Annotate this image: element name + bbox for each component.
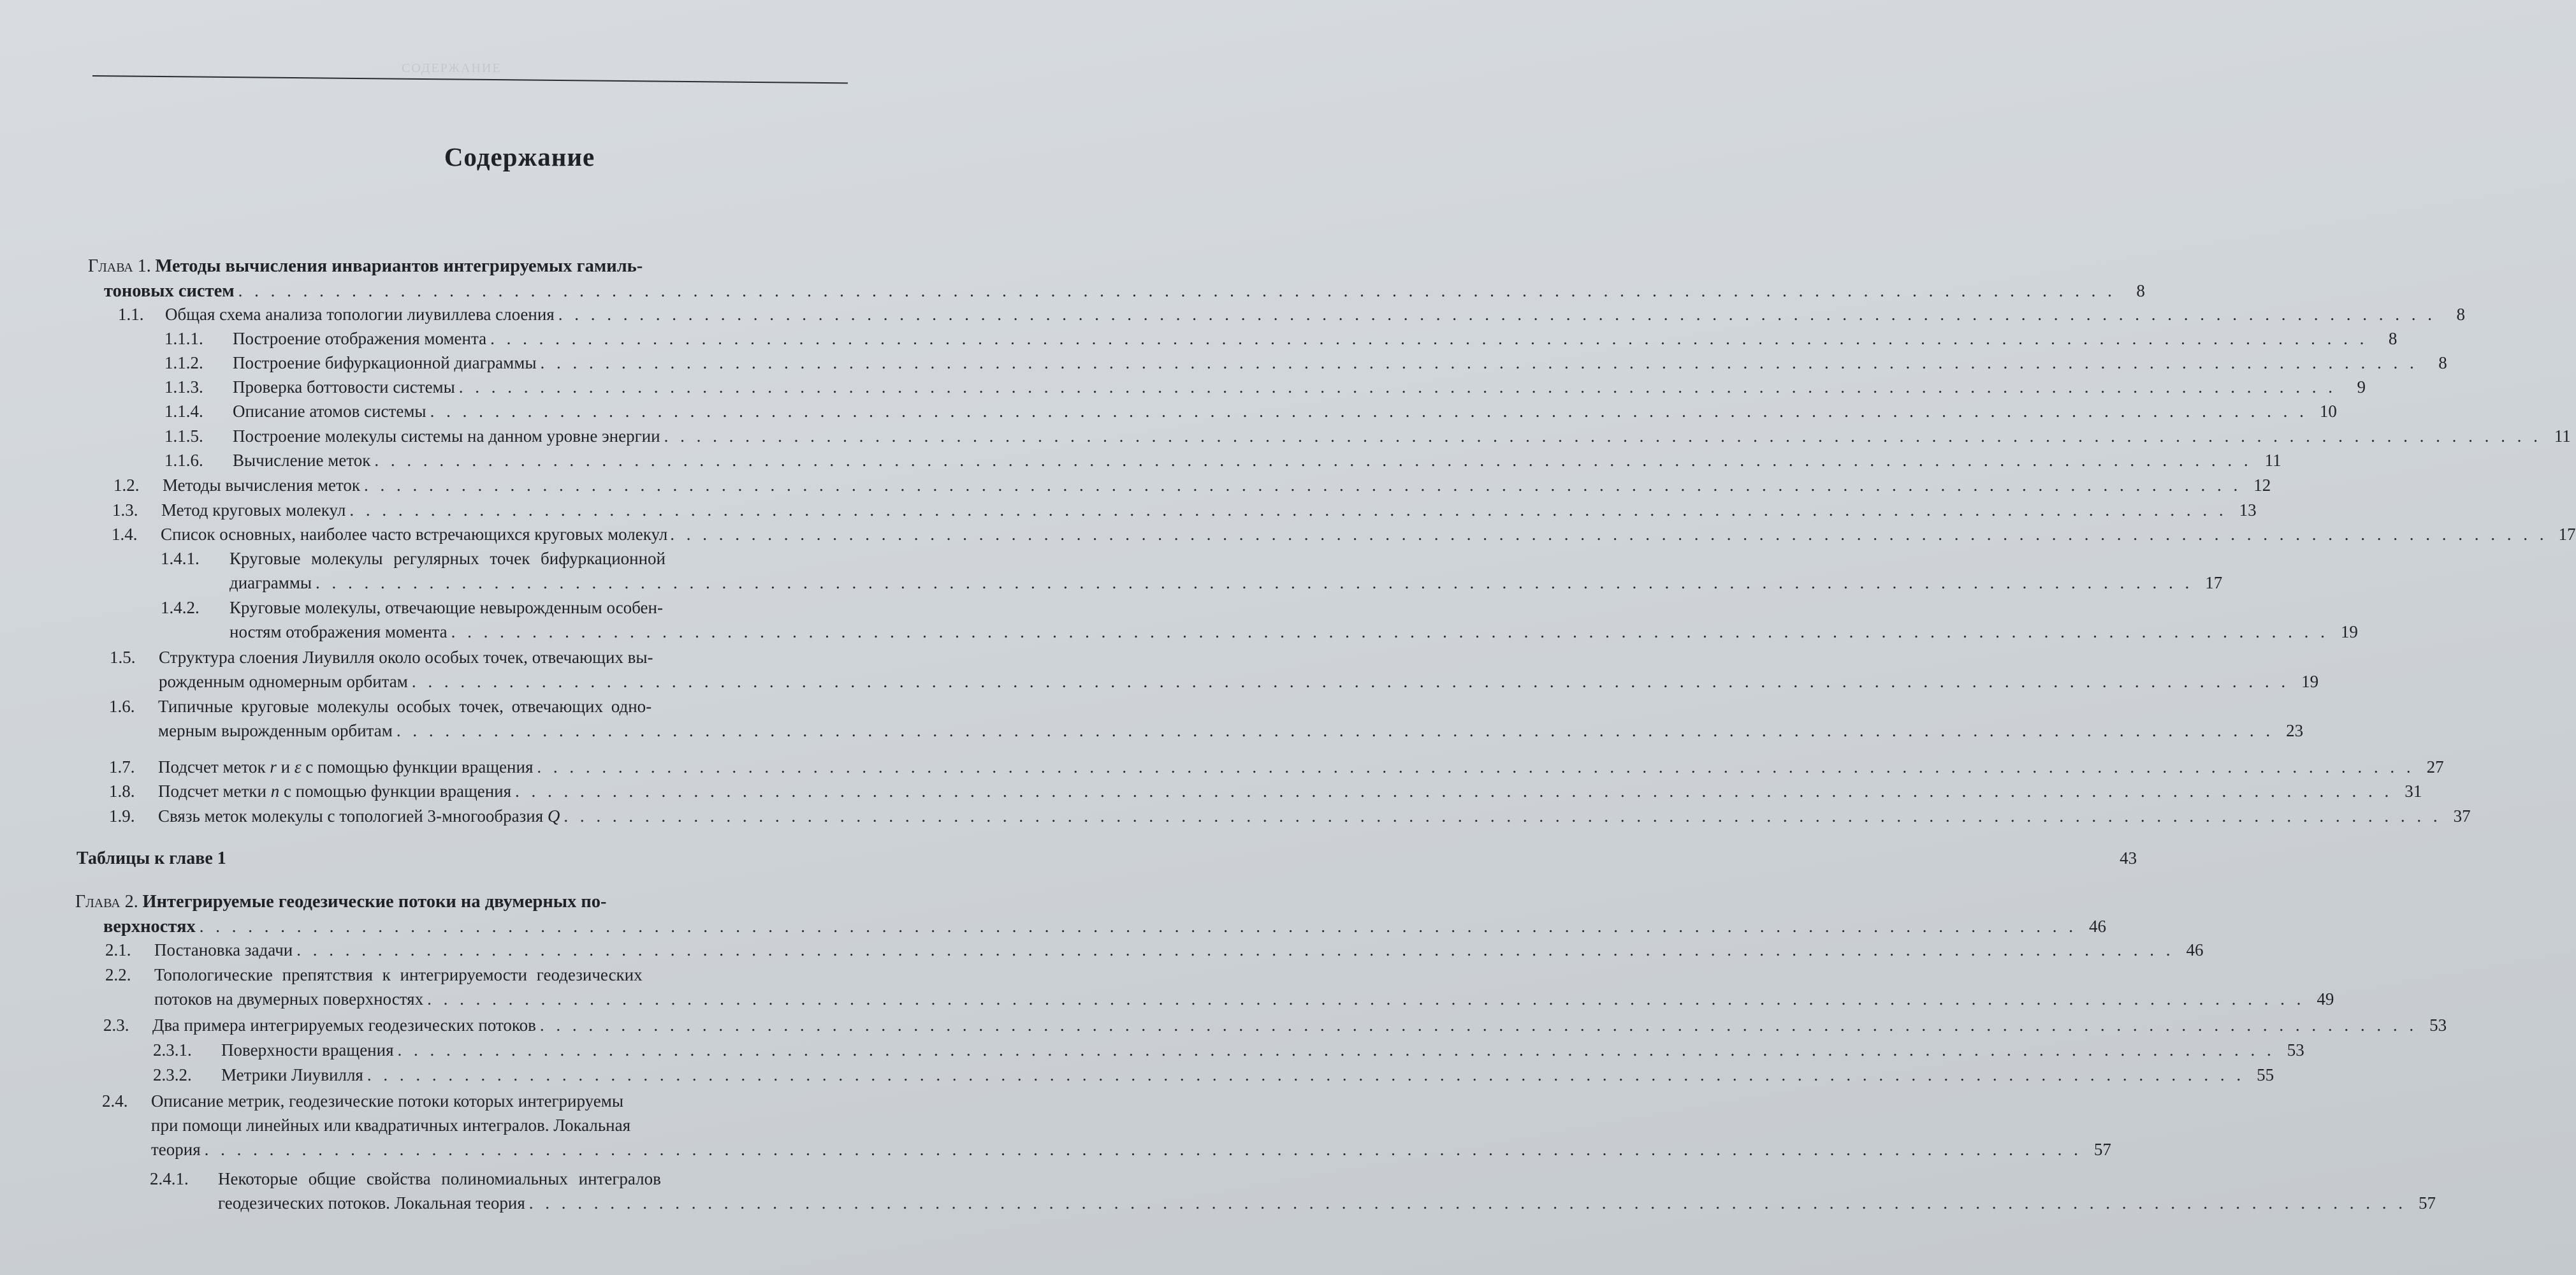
page-number: 57	[2093, 1140, 2111, 1159]
section-title: Связь меток молекулы с топологией 3-многообразия Q	[158, 806, 560, 826]
page-number: 17	[2205, 573, 2223, 592]
section-number: 1.1.6.	[164, 451, 203, 470]
section-title: Описание метрик, геодезические потоки которых интегрируемы	[151, 1091, 623, 1111]
tables-title: Таблицы к главе 1	[76, 849, 226, 868]
section-title: Подсчет метки n с помощью функции вращения	[158, 782, 512, 801]
page-number: 46	[2186, 940, 2204, 959]
page-number: 55	[2257, 1065, 2274, 1084]
toc-entry[interactable]	[118, 302, 2465, 326]
leader-dots	[364, 473, 2241, 497]
toc-entry[interactable]	[164, 424, 2571, 448]
section-number: 1.5.	[110, 648, 136, 667]
section-number: 1.1.4.	[164, 402, 203, 421]
section-title: Топологические препятствия к интегрируемости геодезических	[154, 965, 643, 984]
leader-dots	[430, 399, 2308, 423]
section-title-cont: ностям отображения момента	[229, 622, 448, 641]
leader-dots	[564, 804, 2441, 828]
toc-entry[interactable]	[109, 694, 2304, 743]
section-number: 2.2.	[105, 965, 131, 984]
section-title: Структура слоения Лиувилля около особых точек, отвечающих вы-	[159, 648, 653, 667]
section-number: 1.1.	[118, 305, 144, 324]
toc-entry[interactable]	[105, 938, 2204, 962]
leader-dots	[490, 326, 2368, 351]
chapter-title-cont: тоновых систем	[104, 281, 235, 301]
toc-entry[interactable]	[112, 522, 2576, 546]
section-title-cont: геодезических потоков. Локальная теория	[218, 1193, 525, 1213]
section-title: Подсчет меток r и ε с помощью функции вращения	[158, 757, 534, 776]
section-title: Поверхности вращения	[221, 1040, 394, 1060]
leader-dots	[205, 1137, 2082, 1162]
section-number: 1.2.	[113, 476, 140, 495]
leader-dots	[670, 522, 2547, 546]
page-number: 10	[2319, 402, 2337, 421]
leader-dots	[238, 279, 2116, 303]
leader-dots	[398, 1038, 2275, 1062]
tables-entry[interactable]	[76, 846, 2137, 871]
section-number: 2.3.1.	[153, 1040, 192, 1060]
section-number: 1.8.	[109, 782, 135, 801]
toc-entry[interactable]	[164, 326, 2398, 351]
leader-dots	[367, 1063, 2245, 1087]
header-rule	[92, 75, 848, 84]
page-number: 8	[2438, 353, 2447, 372]
page-title: Содержание	[444, 142, 595, 171]
leader-dots	[412, 669, 2289, 694]
section-title: Построение отображения момента	[233, 329, 487, 348]
chapter-title: Методы вычисления инвариантов интегрируемых гамиль-	[155, 256, 643, 276]
page-number: 27	[2426, 757, 2444, 776]
section-title: Два примера интегрируемых геодезических потоков	[152, 1016, 536, 1035]
page-number: 46	[2089, 917, 2107, 936]
toc-entry[interactable]	[153, 1063, 2274, 1087]
chapter-label: Глава 2.	[75, 892, 138, 912]
page-number: 11	[2264, 451, 2281, 470]
toc-entry[interactable]	[105, 963, 2334, 1011]
chapter-2-heading[interactable]	[75, 889, 2107, 939]
section-title: Построение молекулы системы на данном уровне энергии	[233, 426, 660, 446]
section-number: 1.1.2.	[164, 353, 203, 372]
section-number: 1.4.1.	[161, 549, 200, 568]
section-title: Метрики Лиувилля	[221, 1065, 363, 1084]
leader-dots	[397, 718, 2274, 743]
section-title: Круговые молекулы, отвечающие невырожденным особен-	[229, 598, 663, 617]
toc-entry[interactable]	[112, 498, 2257, 522]
section-number: 1.6.	[109, 697, 135, 716]
page-number: 53	[2429, 1016, 2447, 1035]
section-title: Построение бифуркационной диаграммы	[233, 353, 537, 372]
section-title: Общая схема анализа топологии лиувиллева слоения	[165, 305, 555, 324]
toc-entry[interactable]	[103, 1013, 2447, 1037]
section-number: 2.4.1.	[150, 1169, 189, 1188]
section-title: Круговые молекулы регулярных точек бифуркационной	[229, 549, 666, 568]
section-number: 1.1.1.	[164, 329, 203, 348]
section-number: 2.1.	[105, 940, 131, 959]
section-number: 2.3.2.	[153, 1065, 192, 1084]
leader-dots	[427, 987, 2304, 1011]
page-number: 19	[2340, 622, 2358, 641]
page-number: 13	[2239, 500, 2257, 520]
leader-dots	[515, 779, 2392, 803]
chapter-label: Глава 1.	[88, 256, 151, 276]
section-title: Описание атомов системы	[233, 402, 426, 421]
toc-entry[interactable]	[113, 473, 2271, 497]
page-number: 12	[2253, 476, 2271, 495]
page-number: 9	[2357, 377, 2366, 397]
page-number: 8	[2388, 329, 2398, 348]
section-title-cont: при помощи линейных или квадратичных интегралов. Локальная	[151, 1116, 631, 1135]
leader-dots	[540, 1013, 2417, 1037]
chapter-1-heading[interactable]	[88, 254, 2145, 303]
leader-dots	[540, 351, 2417, 375]
page-number: 17	[2558, 525, 2576, 544]
leader-dots	[200, 914, 2077, 938]
section-number: 2.3.	[103, 1016, 129, 1035]
section-number: 1.3.	[112, 500, 138, 520]
page-number: 57	[2419, 1193, 2436, 1213]
section-title: Проверка боттовости системы	[233, 377, 455, 397]
page-number: 49	[2317, 989, 2334, 1009]
leader-dots	[529, 1191, 2406, 1215]
chapter-title: Интегрируемые геодезические потоки на двумерных по-	[142, 892, 607, 912]
section-title-cont: потоков на двумерных поверхностях	[154, 989, 424, 1009]
leader-dots	[374, 448, 2252, 472]
bleed-through-header: СОДЕРЖАНИЕ	[402, 61, 502, 75]
page-number: 23	[2286, 721, 2304, 740]
leader-dots	[537, 755, 2414, 779]
leader-dots	[459, 375, 2336, 399]
toc-entry[interactable]	[164, 399, 2337, 423]
section-number: 1.1.3.	[164, 377, 203, 397]
toc-entry[interactable]	[110, 645, 2319, 694]
page-number: 53	[2287, 1040, 2304, 1060]
toc-entry[interactable]	[153, 1038, 2304, 1062]
section-title-cont: диаграммы	[229, 573, 312, 592]
section-number: 1.9.	[109, 806, 135, 826]
section-number: 1.1.5.	[164, 426, 203, 446]
chapter-title-cont: верхностях	[103, 917, 196, 936]
toc-entry[interactable]	[164, 448, 2281, 472]
section-title: Методы вычисления меток	[163, 476, 360, 495]
section-title: Типичные круговые молекулы особых точек, отвечающих одно-	[158, 697, 652, 716]
page-number: 8	[2136, 281, 2145, 300]
section-number: 2.4.	[102, 1091, 128, 1111]
toc-entry[interactable]	[150, 1167, 2436, 1215]
section-number: 1.7.	[109, 757, 135, 776]
section-title-cont: рожденным одномерным орбитам	[159, 672, 408, 691]
section-title: Некоторые общие свойства полиномиальных интегралов	[218, 1169, 661, 1188]
section-title: Вычисление меток	[233, 451, 371, 470]
page-number: 31	[2405, 782, 2422, 801]
section-title: Постановка задачи	[154, 940, 293, 959]
leader-dots	[664, 424, 2542, 448]
section-title-cont: мерным вырожденным орбитам	[158, 721, 393, 740]
page-number: 43	[2120, 849, 2137, 868]
leader-dots	[558, 302, 2436, 326]
leader-dots	[451, 620, 2329, 644]
toc-entry[interactable]	[109, 804, 2471, 828]
section-number: 1.4.2.	[161, 598, 200, 617]
section-number: 1.4.	[112, 525, 138, 544]
leader-dots	[316, 571, 2193, 595]
leader-dots	[296, 938, 2174, 962]
section-title-cont: теория	[151, 1140, 201, 1159]
toc-entry[interactable]	[161, 595, 2358, 644]
page-number: 11	[2554, 426, 2571, 446]
toc-entry[interactable]	[164, 375, 2366, 399]
toc-entry[interactable]	[161, 546, 2223, 595]
toc-entry[interactable]	[102, 1089, 2111, 1162]
section-title: Список основных, наиболее часто встречающихся круговых молекул	[161, 525, 668, 544]
toc-entry[interactable]	[109, 779, 2422, 803]
toc-entry[interactable]	[109, 755, 2444, 779]
section-title: Метод круговых молекул	[161, 500, 346, 520]
page-number: 19	[2301, 672, 2319, 691]
page-number: 37	[2453, 806, 2471, 826]
page-number: 8	[2456, 305, 2465, 324]
toc-entry[interactable]	[164, 351, 2447, 375]
leader-dots	[349, 498, 2227, 522]
